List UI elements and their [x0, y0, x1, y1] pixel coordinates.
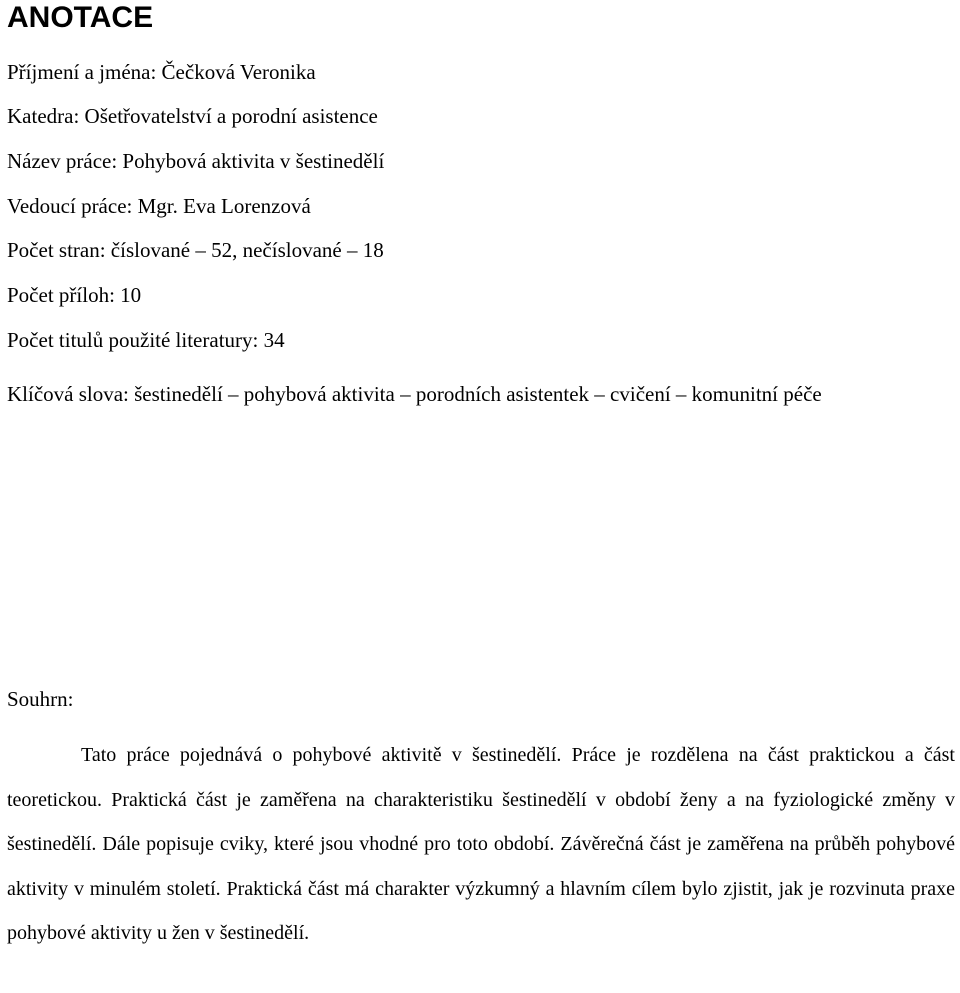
meta-literature-count: Počet titulů použité literatury: 34	[7, 328, 285, 352]
meta-appendix-count: Počet příloh: 10	[7, 283, 142, 307]
summary-text: Tato práce pojednává o pohybové aktivitě v šestinedělí. Práce je rozdělena na část praktickou a část teoretickou. Praktická část je zaměřena na charakteristiku šestinedělí v období ženy a na fyziologické změny v šestinedělí. Dále popisuje cviky, které jsou vhodné pro toto období. Závěrečná část je zaměřena na průběh pohybové aktivity v minulém století. Praktická část má charakter výzkumný a hlavním cílem bylo zjistit, jak je rozvinuta praxe pohybové aktivity u žen v šestinedělí.	[7, 744, 955, 944]
meta-author: Příjmení a jména: Čečková Veronika	[7, 60, 316, 84]
summary-label: Souhrn:	[7, 687, 74, 711]
meta-supervisor: Vedoucí práce: Mgr. Eva Lorenzová	[7, 194, 311, 218]
meta-thesis-title: Název práce: Pohybová aktivita v šestinedělí	[7, 149, 385, 173]
keywords: Klíčová slova: šestinedělí – pohybová aktivita – porodních asistentek – cvičení – komunitní péče	[7, 382, 822, 406]
meta-page-count: Počet stran: číslované – 52, nečíslované – 18	[7, 238, 384, 262]
meta-department: Katedra: Ošetřovatelství a porodní asistence	[7, 104, 378, 128]
document-title: ANOTACE	[7, 1, 154, 34]
